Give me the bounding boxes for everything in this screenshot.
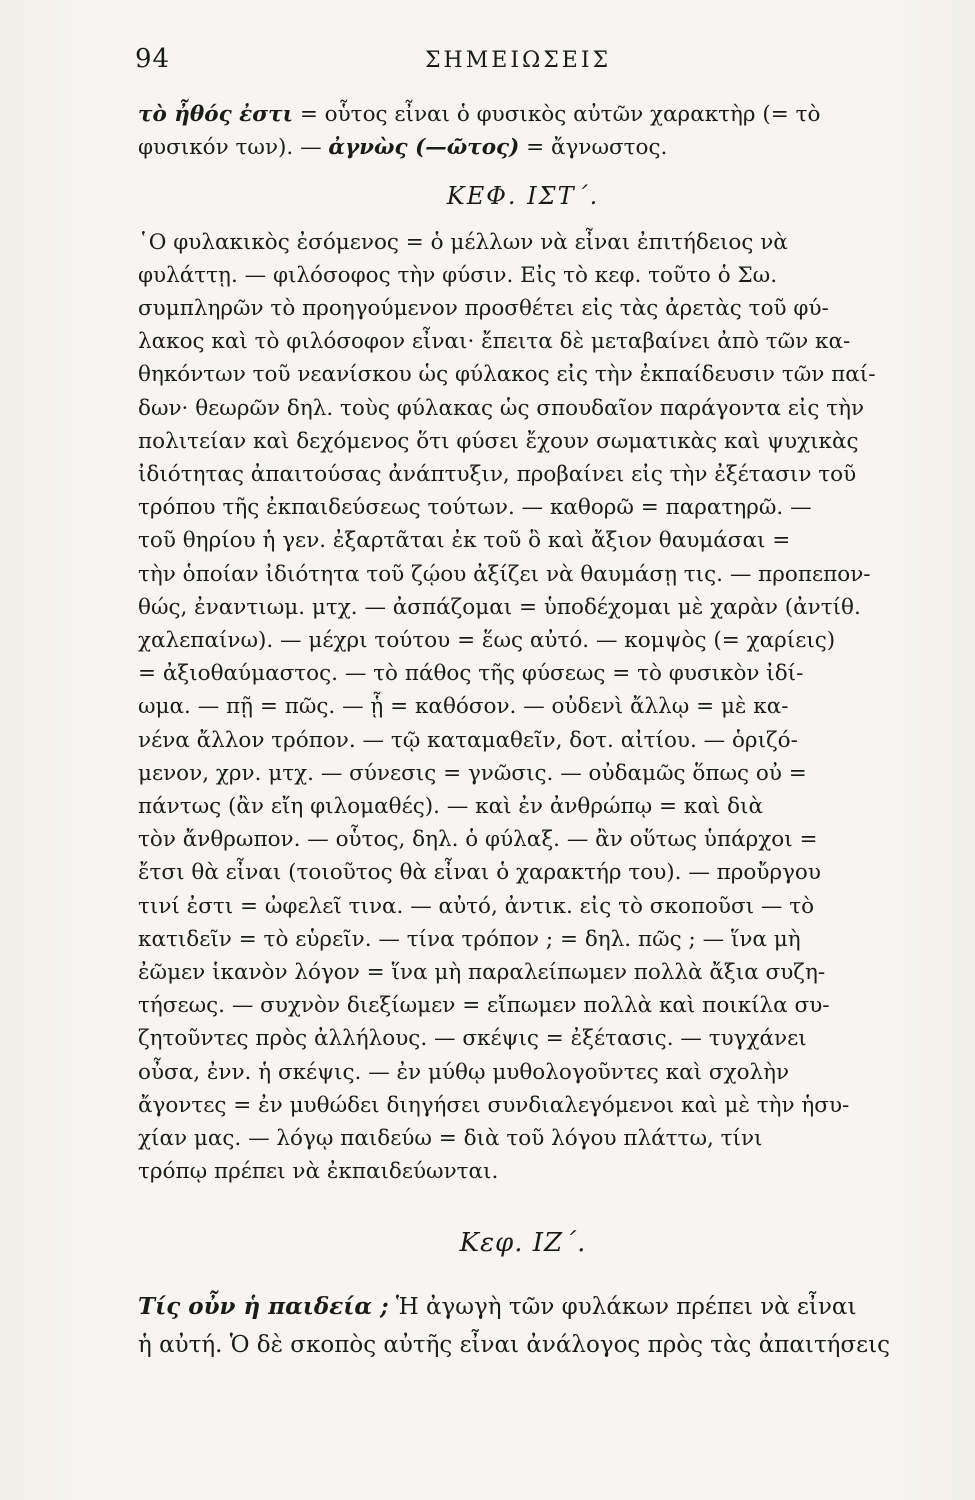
chapter-heading: Κεφ. ΙΖ΄.	[459, 1227, 587, 1258]
text-line: ἡ αὐτή. Ὁ δὲ σκοπὸς αὐτῆς εἶναι ἀνάλογος πρὸς τὰς ἀπαιτήσεις	[138, 1331, 890, 1358]
text-line: θηκόντων τοῦ νεανίσκου ὡς φύλακος εἰς τὴν ἐκπαίδευσιν τῶν παί-	[138, 362, 876, 388]
chapter-heading: ΚΕΦ. ΙΣΤ΄.	[446, 182, 600, 211]
text-line: δων· θεωρῶν δηλ. τοὺς φύλακας ὡς σπουδαῖον παράγοντα εἰς τὴν	[138, 395, 865, 421]
gloss: φυσικόν των). —	[138, 135, 329, 161]
text-line: τοῦ θηρίου ἡ γεν. ἐξαρτᾶται ἐκ τοῦ ὃ καὶ ἄξιον θαυμάσαι =	[138, 528, 791, 554]
text-line: ωμα. — πῇ = πῶς. — ᾗ = καθόσον. — οὐδενὶ ἄλλῳ = μὲ κα-	[138, 694, 789, 720]
text-line: = ἀξιοθαύμαστος. — τὸ πάθος τῆς φύσεως = τὸ φυσικὸν ἰδί-	[138, 661, 804, 687]
chapter-16-notes	[138, 226, 908, 1189]
text-line: κατιδεῖν = τὸ εὑρεῖν. — τίνα τρόπον ; = δηλ. πῶς ; — ἵνα μὴ	[138, 926, 801, 952]
term: τὸ ἦθός ἐστι	[138, 102, 293, 127]
text-line: τρόπου τῆς ἐκπαιδεύσεως τούτων. — καθορῶ = παρατηρῶ. —	[138, 495, 812, 521]
text-line: πολιτείαν καὶ δεχόμενος ὅτι φύσει ἔχουν σωματικὰς καὶ ψυχικὰς	[138, 428, 859, 454]
text-line: ῾Ο φυλακικὸς ἐσόμενος = ὁ μέλλων νὰ εἶναι ἐπιτήδειος νὰ	[138, 229, 788, 255]
text-line: τήσεως. — συχνὸν διεξίωμεν = εἴπωμεν πολλὰ καὶ ποικίλα συ-	[138, 993, 830, 1019]
text-line: νένα ἄλλον τρόπον. — τῷ καταμαθεῖν, δοτ. αἰτίου. — ὁριζό-	[138, 727, 798, 753]
text-line	[138, 98, 908, 131]
text-line: μενον, χρν. μτχ. — σύνεσις = γνῶσις. — οὐδαμῶς ὅπως οὐ =	[138, 760, 807, 786]
text-line: ἰδιότητας ἀπαιτούσας ἀνάπτυξιν, προβαίνει εἰς τὴν ἐξέτασιν τοῦ	[138, 462, 857, 488]
text-line: πάντως (ἂν εἴη φιλομαθές). — καὶ ἐν ἀνθρώπῳ = καὶ διὰ	[138, 794, 764, 820]
page-number: 94	[135, 44, 171, 74]
text-line: φυλάττῃ. — φιλόσοφος τὴν φύσιν. Εἰς τὸ κεφ. τοῦτο ὁ Σω.	[138, 262, 778, 288]
running-head: ΣΗΜΕΙΩΣΕΙΣ	[425, 48, 612, 73]
gloss: = ἄγνωστος.	[519, 135, 668, 161]
text-line: συμπληρῶν τὸ προηγούμενον προσθέτει εἰς τὰς ἀρετὰς τοῦ φύ-	[138, 296, 829, 322]
term: Τίς οὖν ἡ παιδεία ;	[138, 1292, 389, 1320]
gloss: Ἡ ἀγωγὴ τῶν φυλάκων πρέπει νὰ εἶναι	[388, 1293, 857, 1320]
page-header	[135, 44, 905, 80]
text-line: ἐῶμεν ἱκανὸν λόγον = ἵνα μὴ παραλείπωμεν πολλὰ ἄξια συζη-	[138, 960, 826, 986]
text-line: θώς, ἐναντιωμ. μτχ. — ἀσπάζομαι = ὑποδέχομαι μὲ χαρὰν (ἀντίθ.	[138, 594, 861, 620]
text-line: τρόπῳ πρέπει νὰ ἐκπαιδεύωνται.	[138, 1159, 499, 1185]
text-line: τινί ἐστι = ὠφελεῖ τινα. — αὐτό, ἀντικ. εἰς τὸ σκοποῦσι — τὸ	[138, 893, 815, 919]
text-line: ζητοῦντες πρὸς ἀλλήλους. — σκέψις = ἐξέτασις. — τυγχάνει	[138, 1026, 807, 1052]
text-line: χίαν μας. — λόγῳ παιδεύω = διὰ τοῦ λόγου πλάττω, τίνι	[138, 1126, 763, 1152]
text-line	[138, 1288, 908, 1326]
text-line: οὖσα, ἐνν. ἡ σκέψις. — ἐν μύθῳ μυθολογοῦντες καὶ σχολὴν	[138, 1059, 790, 1085]
text-line: χαλεπαίνω). — μέχρι τούτου = ἕως αὐτό. — κομψὸς (= χαρίεις)	[138, 628, 836, 654]
text-line: ἄγοντες = ἐν μυθώδει διηγήσει συνδιαλεγόμενοι καὶ μὲ τὴν ἡσυ-	[138, 1092, 850, 1118]
text-line: τὸν ἄνθρωπον. — οὗτος, δηλ. ὁ φύλαξ. — ἂν οὕτως ὑπάρχοι =	[138, 827, 818, 853]
gloss: = οὗτος εἶναι ὁ φυσικὸς αὐτῶν χαρακτὴρ (= τὸ	[292, 102, 821, 127]
chapter-17-notes	[138, 1288, 908, 1364]
notes-body	[138, 98, 908, 1364]
text-line	[138, 131, 908, 164]
text-line: λακος καὶ τὸ φιλόσοφον εἶναι· ἔπειτα δὲ μεταβαίνει ἀπὸ τῶν κα-	[138, 329, 851, 355]
text-line: τὴν ὁποίαν ἰδιότητα τοῦ ζῴου ἀξίζει νὰ θαυμάσῃ τις. — προπεπον-	[138, 561, 871, 587]
text-line: ἔτσι θὰ εἶναι (τοιοῦτος θὰ εἶναι ὁ χαρακτήρ του). — προὔργου	[138, 860, 821, 886]
term: ἀγνὼς (—ῶτος)	[328, 135, 520, 161]
